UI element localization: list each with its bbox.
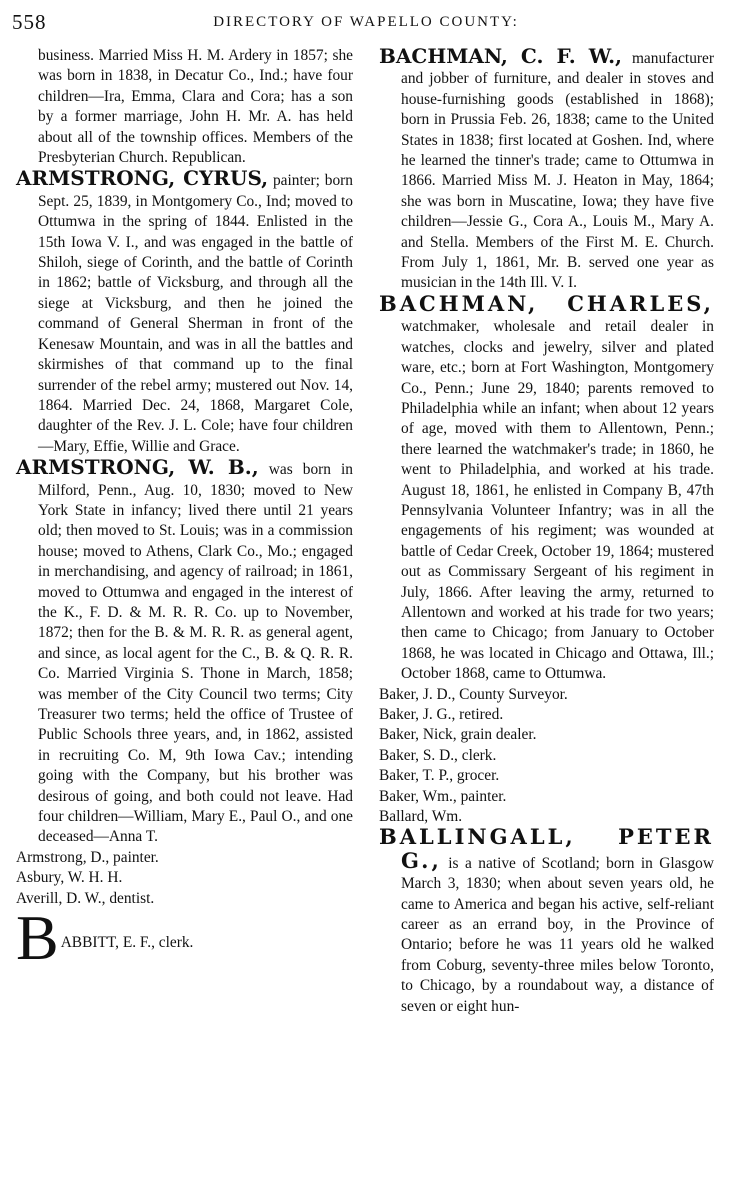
page-number: 558 xyxy=(12,10,47,34)
entry-text: is a native of Scotland; born in Glasgow March 3, 1830; when about seven years old, he came to America and began his active, self-reliant career as an errand boy, in the Province of Ontario; before he was 11 years old he walked from Coburg, seventy-three miles below Toronto, to Chicago, by a roundabout way, a distance of seven or eight hun- xyxy=(401,854,714,1015)
short-entry: Asbury, W. H. H. xyxy=(16,869,123,887)
entry-ballingall xyxy=(379,824,714,1017)
short-entry: Baker, J. D., County Surveyor. xyxy=(379,685,568,703)
short-entry: Baker, Nick, grain dealer. xyxy=(379,726,537,744)
right-column xyxy=(379,46,714,1017)
short-entry: Baker, Wm., painter. xyxy=(379,787,507,805)
entry-text: ABBITT, E. F., clerk. xyxy=(60,934,194,952)
entry-armstrong-cyrus xyxy=(16,168,353,457)
entry-babbitt xyxy=(16,902,353,974)
page-header xyxy=(10,8,722,38)
entry-name: BACHMAN, C. F. W., xyxy=(379,44,622,68)
entry-name: BACHMAN, CHARLES, xyxy=(379,290,714,316)
short-entry: Baker, T. P., grocer. xyxy=(379,767,500,785)
entry-armstrong-wb xyxy=(16,457,353,848)
entry-name: ARMSTRONG, W. B., xyxy=(16,455,259,480)
short-entry: Ballard, Wm. xyxy=(379,808,463,826)
entry-text: manufacturer and jobber of furniture, and dealer in stoves and house-furnishing goods (established in 1868); born in Prussia Feb. 26, 1838; came to the United States in 1838; first located at Goshen. Ind, where he learned the tinner's trade; came to Ottumwa in 1866. Married Miss M. J. Heaton in May, 1864; she was born in Muscatine, Iowa; they have five children—Jessie G., Cora A., Louis M., Mary A. and Stella. Members of the First M. E. Church. From July 1, 1861, Mr. B. served one year as musician in the 14th Ill. V. I. xyxy=(401,50,714,292)
entry-text: business. Married Miss H. M. Ardery in 1857; she was born in 1838, in Decatur Co., Ind.; have four children—Ira, Emma, Clara and Cora; has a son by a former marriage, John H. Mr. A. has held about all of the township offices. Members of the Presbyterian Church. Republican. xyxy=(38,47,353,167)
short-entry: Armstrong, D., painter. xyxy=(16,848,159,866)
drop-cap: B xyxy=(16,902,59,974)
short-entry: Baker, J. G., retired. xyxy=(379,706,504,723)
entry-name: BALLINGALL, PETER G., xyxy=(379,824,714,873)
entry-bachman-cfw xyxy=(379,46,714,294)
entry-bachman-charles xyxy=(379,290,714,685)
short-entry: Averill, D. W., dentist. xyxy=(16,889,155,907)
entry-continuation xyxy=(16,46,353,168)
short-entry: Baker, S. D., clerk. xyxy=(379,746,497,764)
entry-name: ARMSTRONG, CYRUS, xyxy=(16,166,269,191)
entry-text: painter; born Sept. 25, 1839, in Montgomery Co., Ind; moved to Ottumwa in the spring of 1844. Enlisted in the 15th Iowa V. I., and was engaged in the battle of Shiloh, siege of Corinth, and the battle of Corinth in 1862; battle of Vicksburg, and through all the siege at Vicksburg, and then he joined the command of General Sherman in front of the Kenesaw Mountain, and was in all the battles and skirmishes of that command up to the final surrender of the rebel army; mustered out Nov. 14, 1864. Married Dec. 24, 1868, Margaret Cole, daughter of the Rev. J. L. Cole; have four children—Mary, Effie, Willie and Grace. xyxy=(38,172,353,455)
running-head: DIRECTORY OF WAPELLO COUNTY: xyxy=(213,14,519,30)
left-column xyxy=(16,46,353,974)
entry-text: was born in Milford, Penn., Aug. 10, 1830; moved to New York State in infancy; lived there until 21 years old; then moved to St. Louis; was in a commission house; moved to Athens, Clark Co., Mo.; engaged in merchandising, and agency of railroad; in 1861, moved to Ottumwa and engaged in the interest of the K., F. D. & M. R. R. Co. up to November, 1872; then for the B. & M. R. R. as general agent, and since, as local agent for the C., B. & Q. R. R. Co. Married Virginia S. Thone in March, 1858; was member of the City Council two terms; City Treasurer two terms; held the office of Trustee of Public Schools three years, and, in 1862, assisted in recruiting Co. M, 9th Iowa Cav.; intending going with the Company, but his brother was desirous of going, and both could not leave. Had four children—William, Mary E., Paul O., and one deceased—Anna T. xyxy=(38,461,353,846)
entry-text: watchmaker, wholesale and retail dealer in watches, clocks and jewelry, silver and plated ware, etc.; born at Fort Washington, Montgomery Co., Penn.; June 29, 1840; parents removed to Philadelphia while an infant; when about 12 years of age, moved with them to Allentown, Penn.; there learned the watchmaker's trade; in 1860, he went to Philadelphia, and worked at his trade. August 18, 1861, he enlisted in Company B, 47th Pennsylvania Volunteer Infantry; was in all the engagements of his regiment; was wounded at battle of Cedar Creek, October 19, 1864; mustered out as Commissary Sergeant of his regiment in July, 1866. After leaving the army, returned to Allentown and worked at his trade for two years; then came to Chicago; from January to October 1868, he was located in Chicago and Ottawa, Ill.; October 1868, came to Ottumwa. xyxy=(401,318,714,683)
